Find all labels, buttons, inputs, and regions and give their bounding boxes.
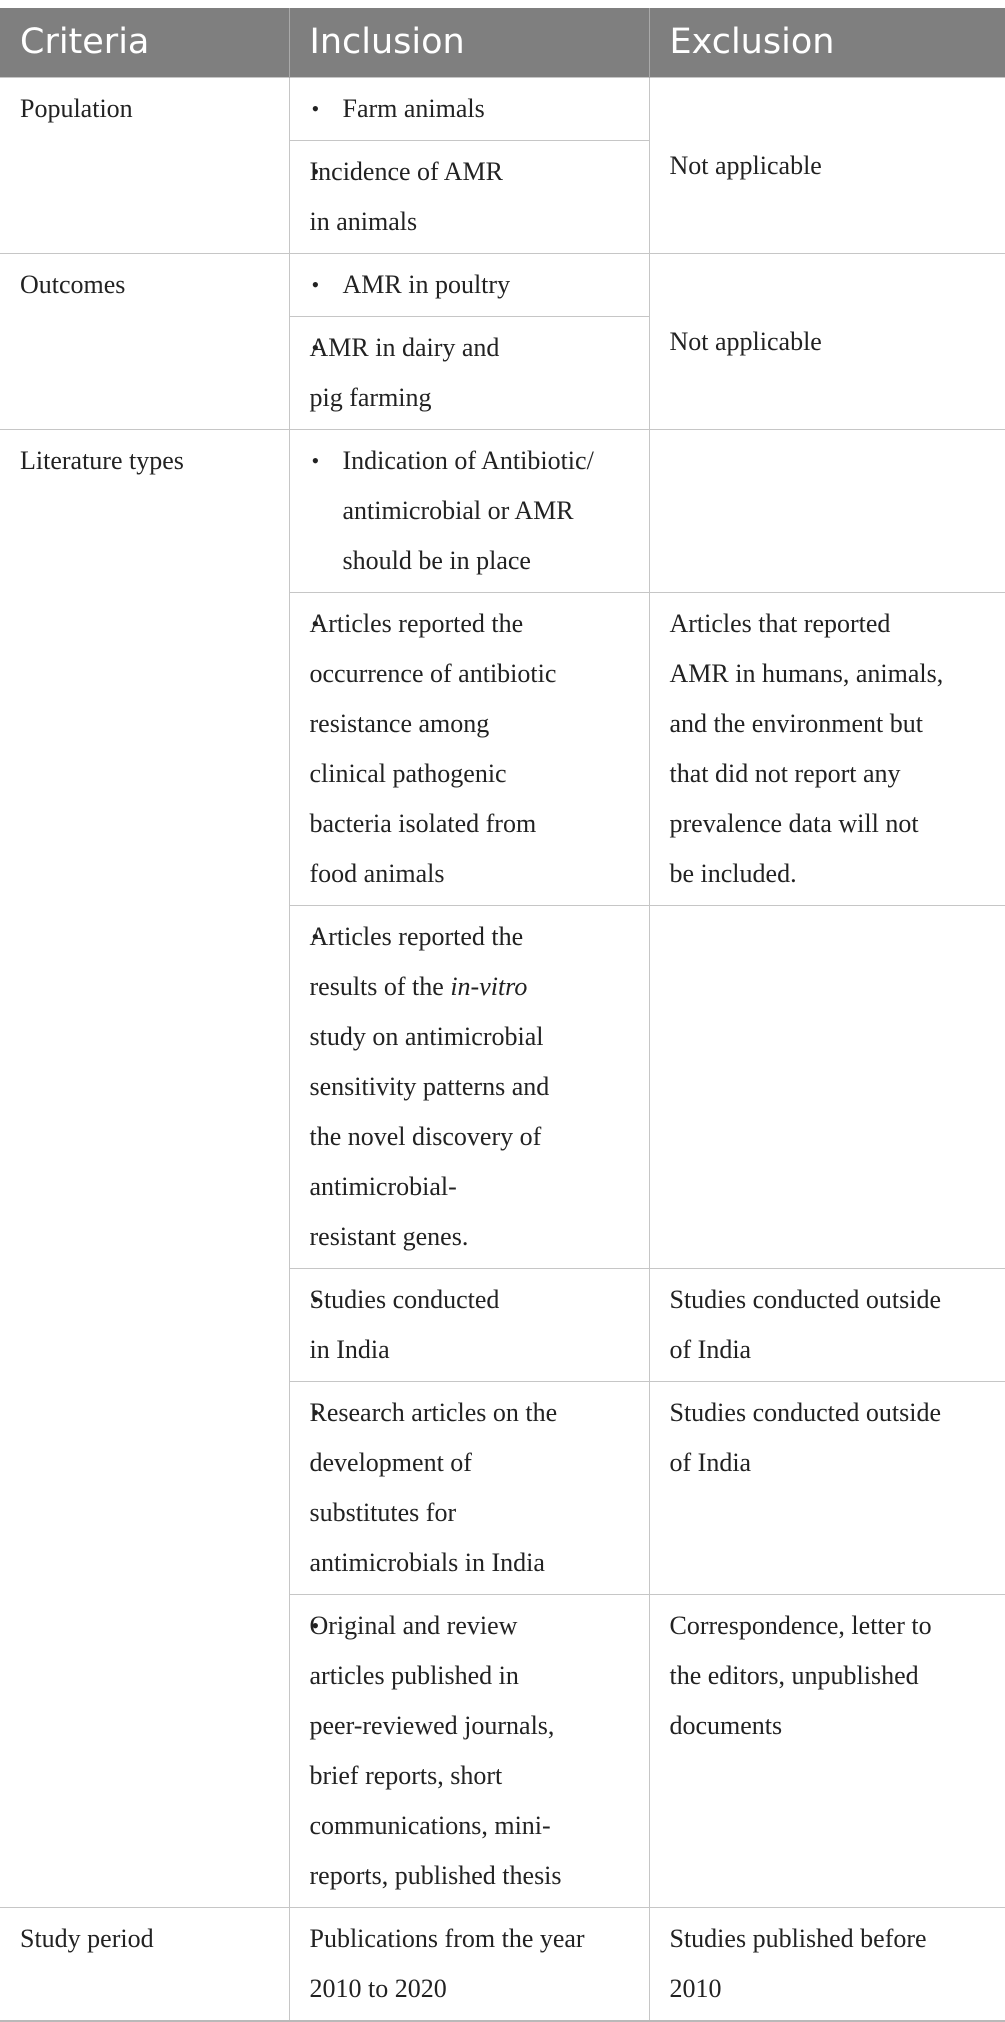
- exclusion-cell: Not applicable: [649, 78, 1005, 254]
- inclusion-cell: • AMR in dairy and pig farming: [289, 317, 649, 430]
- header-criteria: Criteria: [0, 8, 289, 78]
- exclusion-cell: Studies conducted outside of India: [649, 1269, 1005, 1382]
- table-row: [0, 78, 1005, 141]
- inclusion-cell: • Incidence of AMR in animals: [289, 141, 649, 254]
- header-inclusion: Inclusion: [289, 8, 649, 78]
- inclusion-cell: • Articles reported the occurrence of antibiotic resistance among clinical pathogenic bacteria isolated from food animals: [289, 593, 649, 906]
- inclusion-cell: • Indication of Antibiotic/ antimicrobial or AMR should be in place: [289, 430, 649, 593]
- table-row: [0, 430, 1005, 593]
- inclusion-cell: • AMR in poultry: [289, 254, 649, 317]
- criteria-population: Population: [0, 78, 289, 254]
- table-row: [0, 254, 1005, 317]
- inclusion-cell: • Studies conducted in India: [289, 1269, 649, 1382]
- exclusion-cell: [649, 430, 1005, 593]
- exclusion-cell: Articles that reported AMR in humans, animals, and the environment but that did not report any prevalence data will not be included.: [649, 593, 1005, 906]
- exclusion-cell: Correspondence, letter to the editors, unpublished documents: [649, 1595, 1005, 1908]
- criteria-literature-types: Literature types: [0, 430, 289, 1908]
- table-row: [0, 1908, 1005, 2022]
- criteria-study-period: Study period: [0, 1908, 289, 2022]
- inclusion-cell: • Articles reported the results of the in-vitro study on antimicrobial sensitivity patterns and the novel discovery of antimicrobial- resistant genes.: [289, 906, 649, 1269]
- criteria-outcomes: Outcomes: [0, 254, 289, 430]
- inclusion-cell: Publications from the year 2010 to 2020: [289, 1908, 649, 2022]
- header-row: [0, 8, 1005, 78]
- exclusion-cell: Studies conducted outside of India: [649, 1382, 1005, 1595]
- criteria-table: [0, 8, 1005, 2022]
- exclusion-cell: [649, 906, 1005, 1269]
- inclusion-cell: • Research articles on the development of substitutes for antimicrobials in India: [289, 1382, 649, 1595]
- inclusion-cell: • Original and review articles published in peer-reviewed journals, brief reports, short communications, mini- reports, published thesis: [289, 1595, 649, 1908]
- exclusion-cell: Studies published before 2010: [649, 1908, 1005, 2022]
- exclusion-cell: Not applicable: [649, 254, 1005, 430]
- header-exclusion: Exclusion: [649, 8, 1005, 78]
- inclusion-cell: • Farm animals: [289, 78, 649, 141]
